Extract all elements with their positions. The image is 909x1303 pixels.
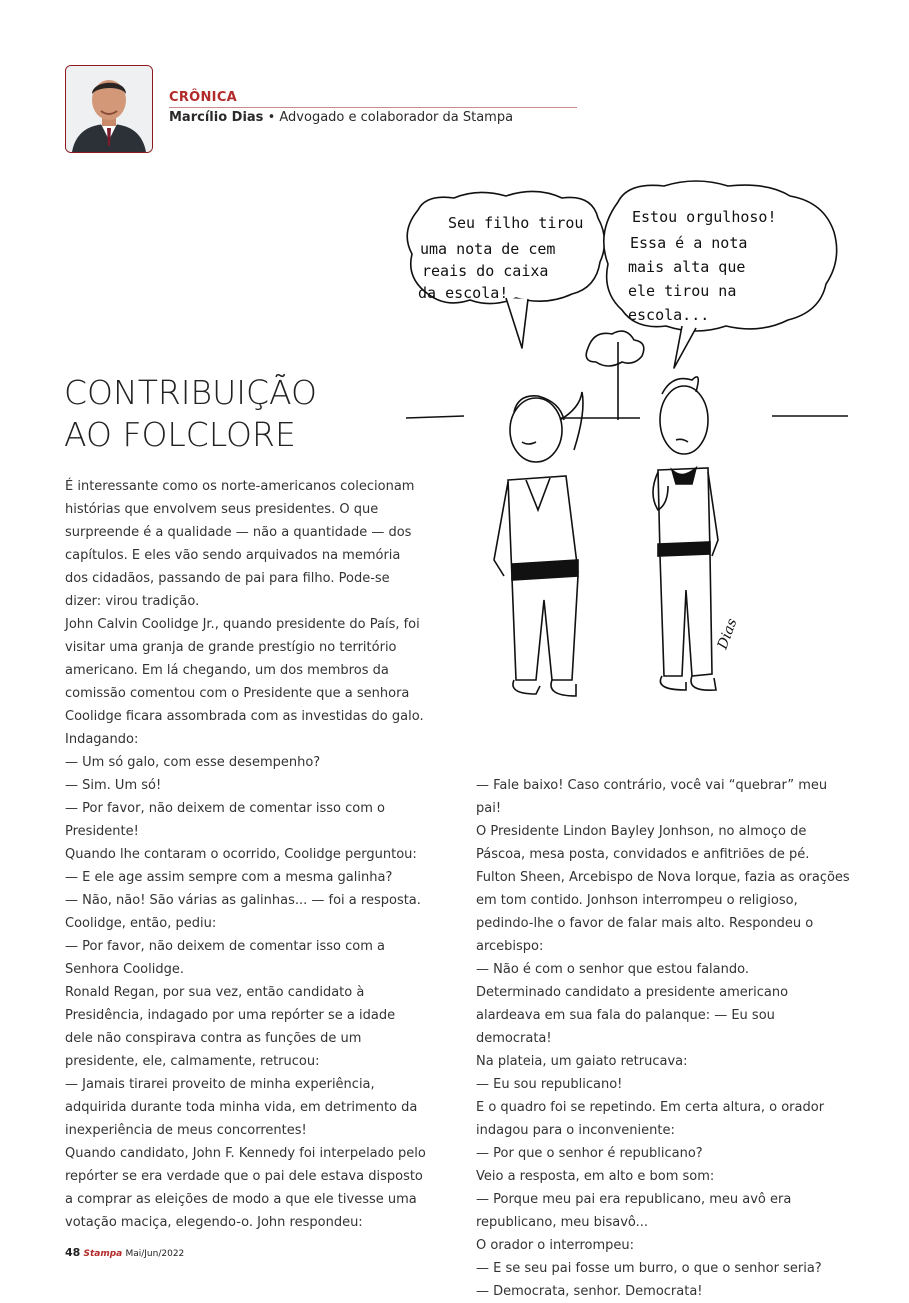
- paragraph: — Não, não! São várias as galinhas... — foi a resposta.: [65, 893, 421, 908]
- paragraph: Quando lhe contaram o ocorrido, Coolidge perguntou:: [65, 847, 417, 862]
- paragraph: Na plateia, um gaiato retrucava:: [476, 1054, 688, 1069]
- author-name: Marcílio Dias: [169, 110, 264, 125]
- paragraph: — Democrata, senhor. Democrata!: [476, 1284, 703, 1299]
- bubble-right-line-3: mais alta que: [628, 258, 746, 276]
- paragraph: — Sim. Um só!: [65, 778, 162, 793]
- paragraph: — Fale baixo! Caso contrário, você vai “quebrar” meu pai!: [476, 778, 828, 816]
- bubble-right-line-5: escola...: [628, 306, 710, 324]
- paragraph: — Por que o senhor é republicano?: [476, 1146, 703, 1161]
- paragraph: — Não é com o senhor que estou falando.: [476, 962, 749, 977]
- cartoon-signature: Dias: [714, 616, 741, 652]
- paragraph: — Por favor, não deixem de comentar isso com o Presidente!: [65, 801, 385, 839]
- cartoon-man-right: [653, 377, 718, 690]
- paragraph: Coolidge, então, pediu:: [65, 916, 217, 931]
- paragraph: — Porque meu pai era republicano, meu avô era republicano, meu bisavô...: [476, 1192, 792, 1230]
- cartoon-man-left: [494, 392, 583, 696]
- paragraph: É interessante como os norte-americanos colecionam histórias que envolvem seus presidentes. O que surpreende é a qualidade — não a quantidade — dos capítulos. E eles vão sendo arquivados na memória dos cidadãos, passando de pai para filho. Pode-se dizer: virou tradição.: [65, 479, 415, 609]
- bubble-right-line-2: Essa é a nota: [630, 234, 748, 252]
- author-role: Advogado e colaborador da Stampa: [279, 110, 514, 125]
- paragraph: Veio a resposta, em alto e bom som:: [476, 1169, 715, 1184]
- paragraph: Quando candidato, John F. Kennedy foi interpelado pelo repórter se era verdade que o pai dele estava disposto a comprar as eleições de modo a que ele tivesse uma votação maciça, elegendo-o. John respondeu:: [65, 1146, 426, 1230]
- paragraph: John Calvin Coolidge Jr., quando presidente do País, foi visitar uma granja de grande prestígio no território americano. Em lá chegando, um dos membros da comissão comentou com o Presidente que a senhora Coolidge ficara assombrada com as investidas do galo. Indagando:: [65, 617, 424, 747]
- byline-separator: •: [267, 110, 276, 125]
- paragraph: E o quadro foi se repetindo. Em certa altura, o orador indagou para o inconveniente:: [476, 1100, 825, 1138]
- article-column-2: [476, 774, 851, 1303]
- author-photo: [65, 65, 153, 153]
- byline: [169, 110, 513, 125]
- paragraph: Ronald Regan, por sua vez, então candidato à Presidência, indagado por uma repórter se a idade dele não conspirava contra as funções de um presidente, ele, calmamente, retrucou:: [65, 985, 396, 1069]
- article-title-line-1: CONTRIBUIÇÃO: [64, 373, 318, 412]
- article-column-1: [65, 475, 427, 1234]
- page-number: 48: [65, 1246, 81, 1259]
- magazine-brand: Stampa: [83, 1249, 123, 1259]
- page-footer: [65, 1246, 184, 1259]
- paragraph: O orador o interrompeu:: [476, 1238, 635, 1253]
- paragraph: — Eu sou republicano!: [476, 1077, 623, 1092]
- bubble-left-line-4: da escola!: [418, 284, 509, 302]
- bubble-left-line-2: uma nota de cem: [420, 240, 556, 258]
- section-label: CRÔNICA: [169, 90, 577, 108]
- paragraph: — Por favor, não deixem de comentar isso com a Senhora Coolidge.: [65, 939, 386, 977]
- bubble-right-line-1: Estou orgulhoso!: [632, 208, 777, 226]
- bubble-left-line-1: Seu filho tirou: [448, 214, 584, 232]
- paragraph: O Presidente Lindon Bayley Jonhson, no almoço de Páscoa, mesa posta, convidados e anfitriões de pé. Fulton Sheen, Arcebispo de Nova Iorque, fazia as orações em tom contido. Jonhson interrompeu o religioso, pedindo-lhe o favor de falar mais alto. Respondeu o arcebispo:: [476, 824, 850, 954]
- paragraph: Determinado candidato a presidente americano alardeava em sua fala do palanque: — Eu sou democrata!: [476, 985, 789, 1046]
- paragraph: — E se seu pai fosse um burro, o que o senhor seria?: [476, 1261, 822, 1276]
- bubble-left-line-3: reais do caixa: [422, 262, 549, 280]
- paragraph: — Um só galo, com esse desempenho?: [65, 755, 321, 770]
- bubble-right-line-4: ele tirou na: [628, 282, 737, 300]
- paragraph: — E ele age assim sempre com a mesma galinha?: [65, 870, 393, 885]
- article-title-line-2: AO FOLCLORE: [64, 415, 296, 454]
- cartoon-illustration: [396, 180, 856, 720]
- paragraph: — Jamais tirarei proveito de minha experiência, adquirida durante toda minha vida, em detrimento da inexperiência de meus concorrentes!: [65, 1077, 418, 1138]
- issue-date: Mai/Jun/2022: [125, 1249, 185, 1259]
- article-title: [64, 372, 317, 456]
